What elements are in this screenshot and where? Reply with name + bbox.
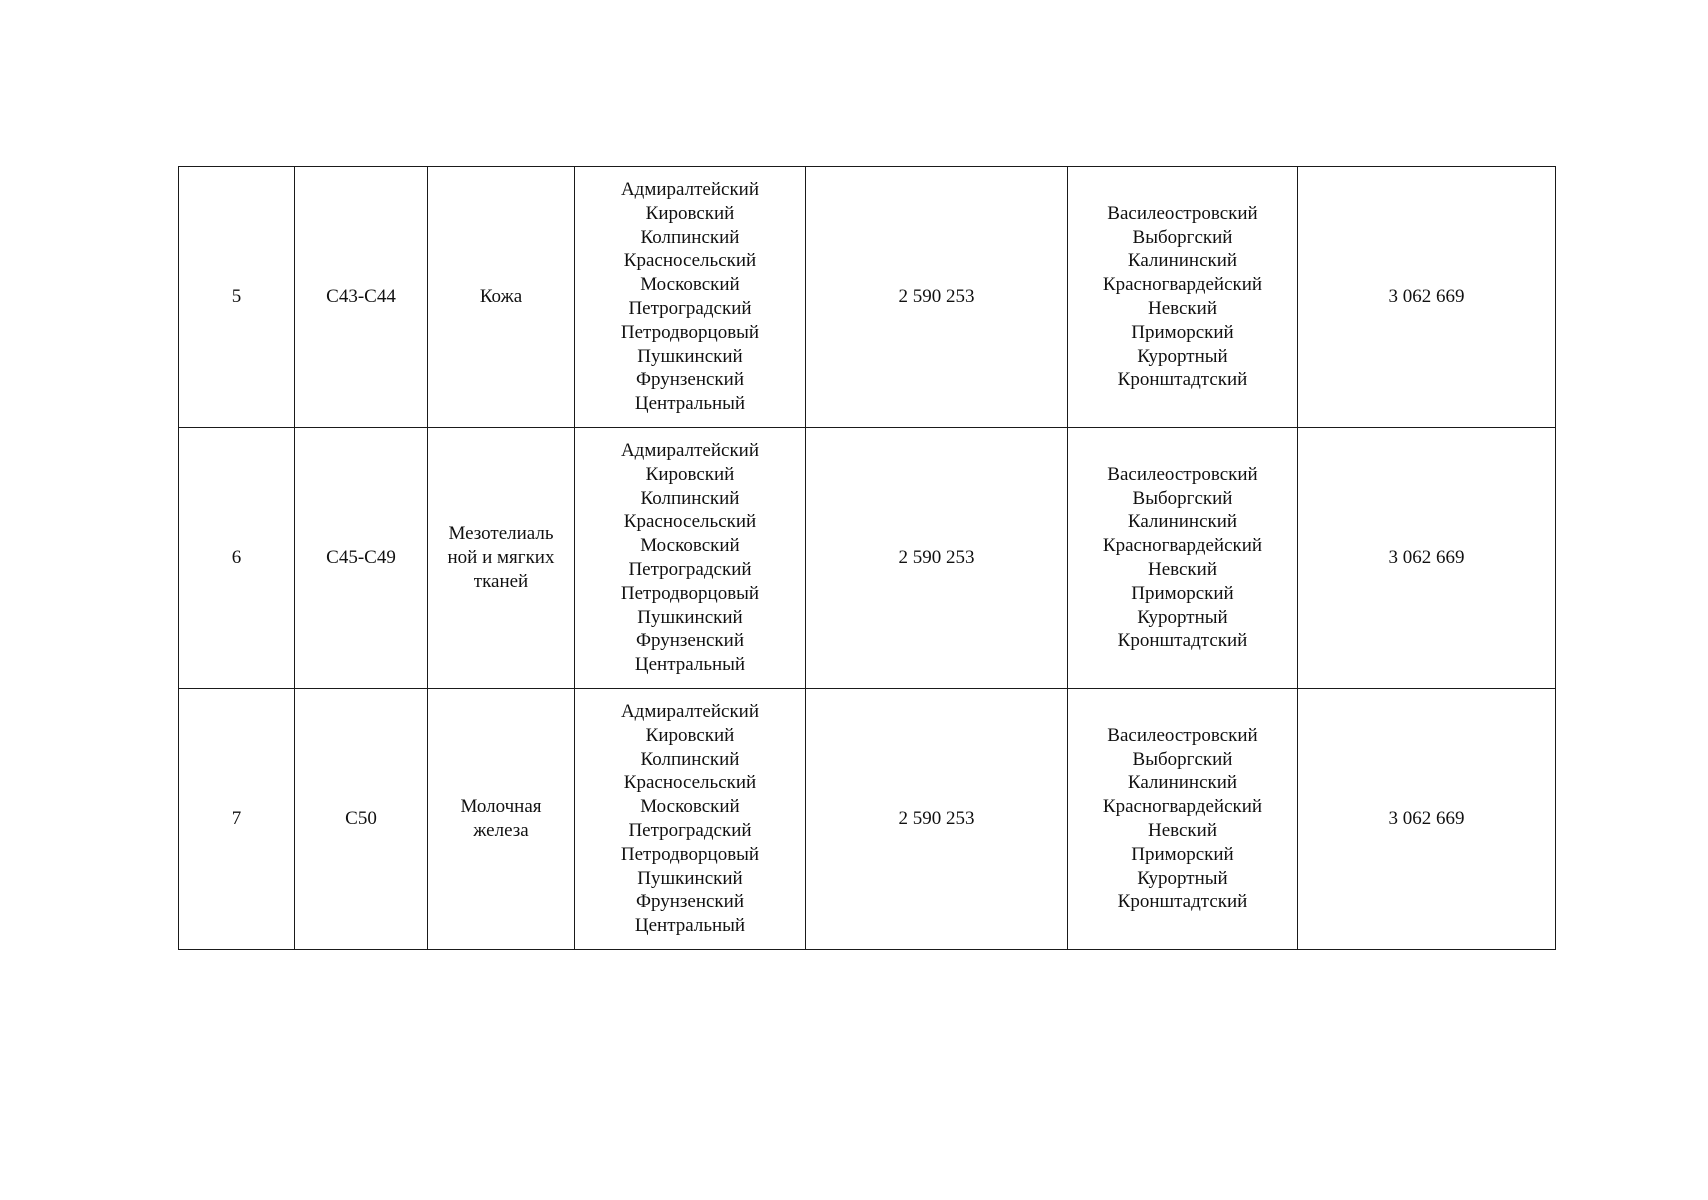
district-name: Выборгский xyxy=(1132,748,1233,770)
district-name: Петроградский xyxy=(628,820,752,841)
district-name: Колпинский xyxy=(640,226,740,248)
amount-group-b: 3 062 669 xyxy=(1298,167,1556,428)
row-number: 7 xyxy=(179,689,295,950)
district-list xyxy=(579,178,801,416)
district-name: Кронштадтский xyxy=(1117,369,1248,391)
district-name: Центральный xyxy=(634,654,746,676)
districts-group-a xyxy=(575,428,806,689)
district-list xyxy=(1072,202,1293,392)
icd-code: С43-С44 xyxy=(295,167,428,428)
district-list xyxy=(1072,724,1293,914)
district-name: Кронштадтский xyxy=(1117,630,1248,652)
district-name: Пушкинский xyxy=(637,345,743,367)
district-name: Красногвардейский xyxy=(1102,274,1263,296)
district-name: Колпинский xyxy=(640,487,740,509)
district-name: Калининский xyxy=(1127,250,1238,272)
district-name: Невский xyxy=(1147,298,1217,319)
table-row xyxy=(179,689,1556,950)
district-name: Адмиралтейский xyxy=(620,179,760,201)
districts-group-b xyxy=(1068,689,1298,950)
district-name: Московский xyxy=(640,274,740,296)
tumor-site-text: Молочная железа xyxy=(460,796,542,841)
district-name: Кировский xyxy=(645,463,735,485)
district-name: Московский xyxy=(640,535,740,557)
district-name: Фрунзенский xyxy=(635,369,745,391)
table-row xyxy=(179,167,1556,428)
district-name: Адмиралтейский xyxy=(620,440,760,462)
district-name: Петродворцовый xyxy=(620,843,760,865)
district-name: Петроградский xyxy=(628,559,752,580)
district-name: Адмиралтейский xyxy=(620,701,760,723)
district-name: Невский xyxy=(1147,820,1217,841)
districts-group-a xyxy=(575,689,806,950)
district-name: Пушкинский xyxy=(637,867,743,889)
district-name: Курортный xyxy=(1137,606,1228,628)
district-name: Красногвардейский xyxy=(1102,535,1263,557)
district-name: Приморский xyxy=(1131,321,1234,343)
district-name: Красносельский xyxy=(623,511,757,533)
district-name: Невский xyxy=(1147,559,1217,580)
district-name: Василеостровский xyxy=(1107,202,1258,224)
district-name: Красносельский xyxy=(623,772,757,794)
tumor-site xyxy=(428,167,575,428)
district-name: Фрунзенский xyxy=(635,891,745,913)
amount-group-b: 3 062 669 xyxy=(1298,689,1556,950)
tumor-site xyxy=(428,428,575,689)
tumor-site-text: Кожа xyxy=(479,286,523,308)
district-name: Центральный xyxy=(634,915,746,937)
table-row xyxy=(179,428,1556,689)
amount-group-a: 2 590 253 xyxy=(806,428,1068,689)
district-name: Василеостровский xyxy=(1107,724,1258,746)
district-name: Выборгский xyxy=(1132,226,1233,248)
tumor-site-text: Мезотелиаль ной и мягких тканей xyxy=(447,523,555,592)
district-name: Выборгский xyxy=(1132,487,1233,509)
district-list xyxy=(579,700,801,938)
districts-group-b xyxy=(1068,167,1298,428)
amount-group-b: 3 062 669 xyxy=(1298,428,1556,689)
district-name: Центральный xyxy=(634,393,746,415)
district-name: Василеостровский xyxy=(1107,463,1258,485)
tumor-site xyxy=(428,689,575,950)
district-name: Колпинский xyxy=(640,748,740,770)
district-name: Красногвардейский xyxy=(1102,796,1263,818)
district-name: Кронштадтский xyxy=(1117,891,1248,913)
district-name: Приморский xyxy=(1131,582,1234,604)
district-name: Московский xyxy=(640,796,740,818)
icd-code: С50 xyxy=(295,689,428,950)
row-number: 6 xyxy=(179,428,295,689)
district-name: Кировский xyxy=(645,724,735,746)
district-name: Калининский xyxy=(1127,772,1238,794)
district-name: Фрунзенский xyxy=(635,630,745,652)
district-name: Кировский xyxy=(645,202,735,224)
district-list xyxy=(1072,463,1293,653)
district-name: Петродворцовый xyxy=(620,321,760,343)
district-name: Курортный xyxy=(1137,345,1228,367)
tariff-table xyxy=(178,166,1556,950)
districts-group-a xyxy=(575,167,806,428)
icd-code: С45-С49 xyxy=(295,428,428,689)
district-name: Приморский xyxy=(1131,843,1234,865)
row-number: 5 xyxy=(179,167,295,428)
district-name: Пушкинский xyxy=(637,606,743,628)
amount-group-a: 2 590 253 xyxy=(806,167,1068,428)
district-name: Курортный xyxy=(1137,867,1228,889)
district-name: Петроградский xyxy=(628,298,752,319)
district-name: Калининский xyxy=(1127,511,1238,533)
amount-group-a: 2 590 253 xyxy=(806,689,1068,950)
district-list xyxy=(579,439,801,677)
district-name: Красносельский xyxy=(623,250,757,272)
district-name: Петродворцовый xyxy=(620,582,760,604)
districts-group-b xyxy=(1068,428,1298,689)
